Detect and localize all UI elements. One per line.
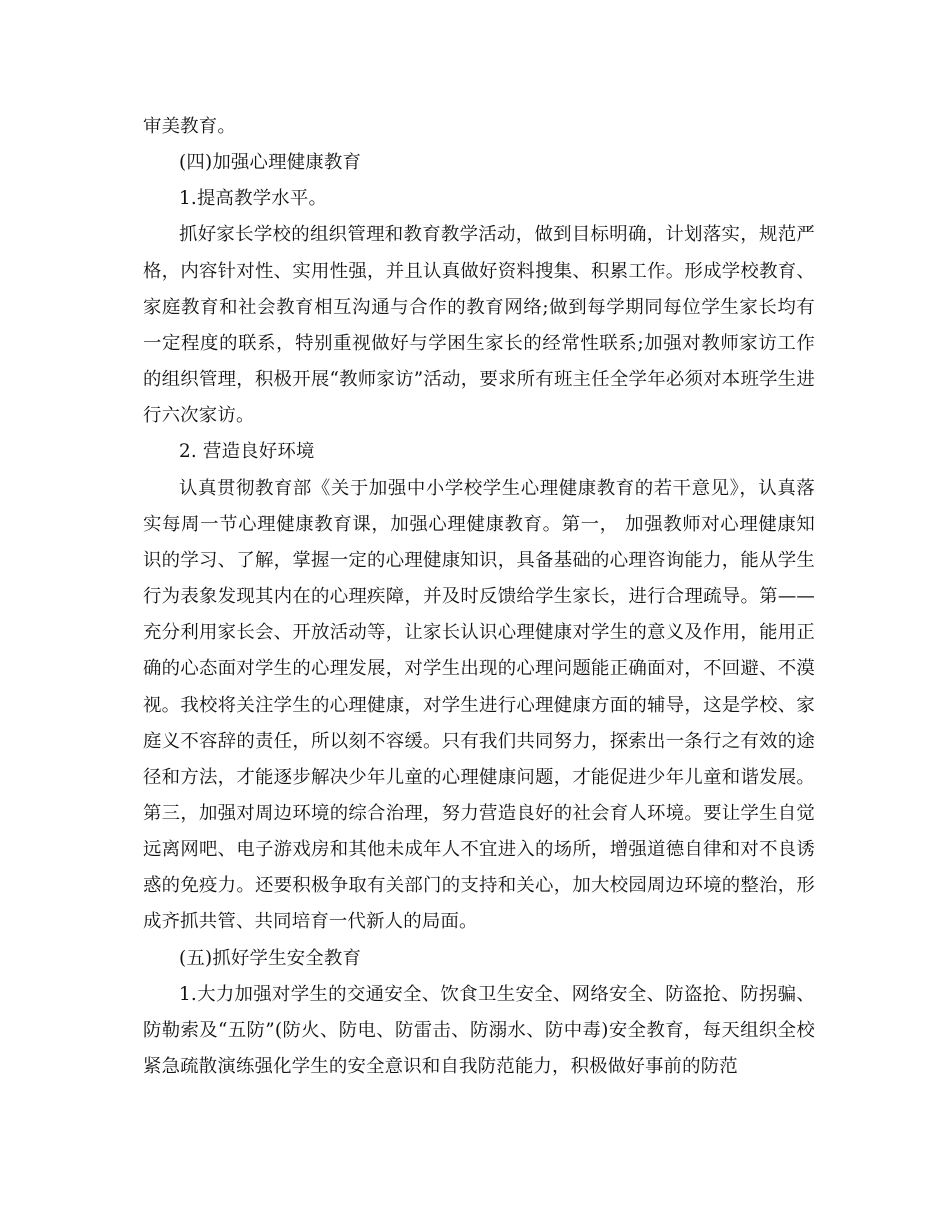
paragraph-parent-school: 抓好家长学校的组织管理和教育教学活动，做到目标明确，计划落实，规范严格，内容针对性、实用性强，并且认真做好资料搜集、积累工作。形成学校教育、家庭教育和社会教育相互沟通与合作的教育网络;做到每学期同每位学生家长均有一定程度的联系，特别重视做好与学困生家长的经常性联系;加强对教师家访工作的组织管理，积极开展“教师家访”活动，要求所有班主任全学年必须对本班学生进行六次家访。 [143,224,815,427]
document-body [143,109,815,1085]
subheading-environment: 2. 营造良好环境 [179,441,315,463]
section-heading-mental-health: (四)加强心理健康教育 [179,152,362,174]
section-heading-safety: (五)抓好学生安全教育 [179,947,362,969]
paragraph-mental-health-measures: 认真贯彻教育部《关于加强中小学校学生心理健康教育的若干意见》，认真落实每周一节心理健康教育课，加强心理健康教育。第一， 加强教师对心理健康知识的学习、了解，掌握一定的心理健康知识，具备基础的心理咨询能力，能从学生行为表象发现其内在的心理疾障，并及时反馈给学生家长，进行合理疏导。第——充分利用家长会、开放活动等，让家长认识心理健康对学生的意义及作用，能用正确的心态面对学生的心理发展，对学生出现的心理问题能正确面对，不回避、不漠视。我校将关注学生的心理健康，对学生进行心理健康方面的辅导，这是学校、家庭义不容辞的责任，所以刻不容缓。只有我们共同努力，探索出一条行之有效的途径和方法，才能逐步解决少年儿童的心理健康问题，才能促进少年儿童和谐发展。第三，加强对周边环境的综合治理，努力营造良好的社会育人环境。要让学生自觉远离网吧、电子游戏房和其他未成年人不宜进入的场所，增强道德自律和对不良诱惑的免疫力。还要积极争取有关部门的支持和关心，加大校园周边环境的整治，形成齐抓共管、共同培育一代新人的局面。 [143,477,815,933]
paragraph-closing-aesthetic: 审美教育。 [143,116,236,137]
paragraph-safety-education: 1.大力加强对学生的交通安全、饮食卫生安全、网络安全、防盗抢、防拐骗、防勒索及“五防”(防火、防电、防雷击、防溺水、防中毒)安全教育，每天组织全校紧急疏散演练强化学生的安全意识和自我防范能力，积极做好事前的防范 [143,983,815,1078]
subheading-teaching-level: 1.提高教学水平。 [179,188,328,210]
